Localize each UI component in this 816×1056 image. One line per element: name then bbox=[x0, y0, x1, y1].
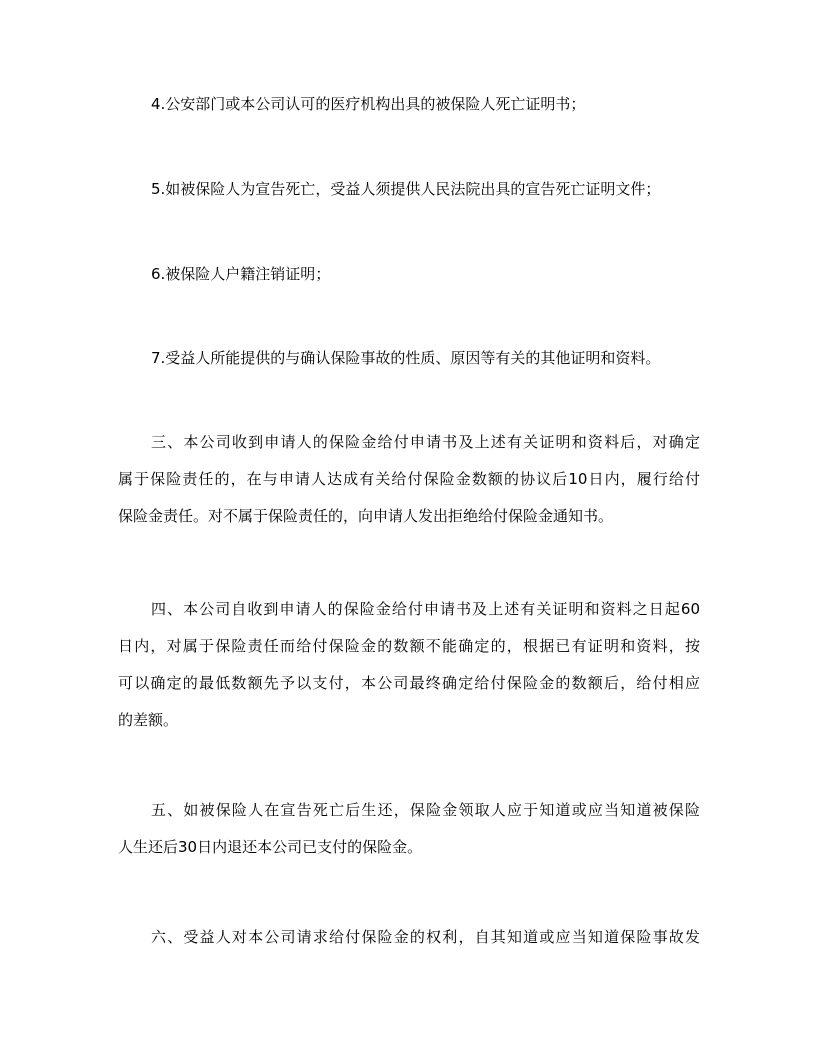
list-item-6 bbox=[118, 256, 700, 293]
list-item-4 bbox=[118, 86, 700, 123]
section-5-paragraph bbox=[118, 792, 700, 866]
list-item-6-text: 6.被保险人户籍注销证明； bbox=[151, 265, 331, 283]
section-4-line-4: 的差额。 bbox=[118, 711, 179, 729]
list-item-5 bbox=[118, 171, 700, 208]
section-6-paragraph bbox=[118, 919, 700, 956]
section-6-line-1: 六、受益人对本公司请求给付保险金的权利，自其知道或应当知道保险事故发 bbox=[151, 928, 700, 946]
section-3-line-2: 属于保险责任的，在与申请人达成有关给付保险金数额的协议后10日内，履行给付 bbox=[118, 470, 700, 488]
section-4-line-1: 四、本公司自收到申请人的保险金给付申请书及上述有关证明和资料之日起60 bbox=[151, 600, 700, 618]
section-4-paragraph bbox=[118, 591, 700, 739]
section-4-line-3: 可以确定的最低数额先予以支付，本公司最终确定给付保险金的数额后，给付相应 bbox=[118, 674, 700, 692]
list-item-5-text: 5.如被保险人为宣告死亡，受益人须提供人民法院出具的宣告死亡证明文件； bbox=[151, 180, 661, 198]
list-item-7-text: 7.受益人所能提供的与确认保险事故的性质、原因等有关的其他证明和资料。 bbox=[151, 349, 661, 367]
list-item-7 bbox=[118, 340, 700, 377]
section-5-line-2: 人生还后30日内退还本公司已支付的保险金。 bbox=[118, 838, 423, 856]
section-5-line-1: 五、如被保险人在宣告死亡后生还，保险金领取人应于知道或应当知道被保险 bbox=[151, 801, 700, 819]
list-item-4-text: 4.公安部门或本公司认可的医疗机构出具的被保险人死亡证明书； bbox=[151, 95, 586, 113]
section-3-line-3: 保险金责任。对不属于保险责任的，向申请人发出拒绝给付保险金通知书。 bbox=[118, 507, 614, 525]
section-4-line-2: 日内，对属于保险责任而给付保险金的数额不能确定的，根据已有证明和资料，按 bbox=[118, 637, 700, 655]
section-3-paragraph bbox=[118, 424, 700, 535]
section-3-line-1: 三、本公司收到申请人的保险金给付申请书及上述有关证明和资料后，对确定 bbox=[151, 433, 700, 451]
